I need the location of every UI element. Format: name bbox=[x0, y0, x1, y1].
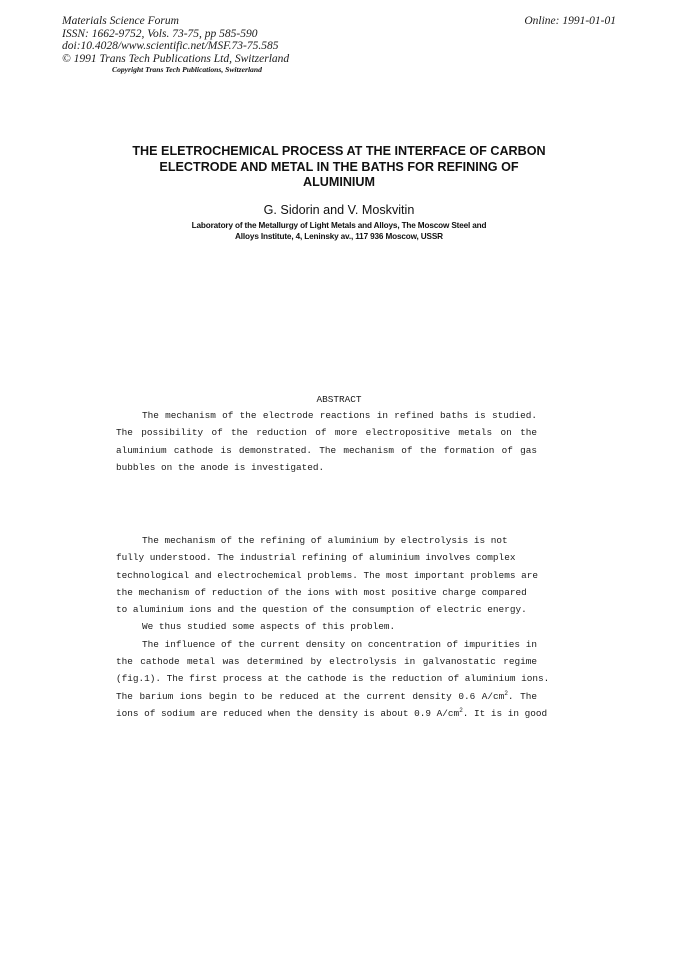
abstract-line: bubbles on the anode is investigated. bbox=[116, 461, 325, 473]
body-line: fully understood. The industrial refining of aluminium involves complex bbox=[116, 552, 516, 564]
abstract-heading: ABSTRACT bbox=[316, 394, 362, 405]
superscript: 2 bbox=[504, 689, 508, 697]
abstract-line: aluminium cathode is demonstrated. The mechanism of the formation of gas bbox=[116, 444, 537, 456]
paper-authors: G. Sidorin and V. Moskvitin bbox=[263, 203, 415, 217]
body-text-span: . It is in good bbox=[462, 707, 548, 719]
author-affiliation bbox=[100, 220, 578, 243]
body-line: technological and electrochemical problems. The most important problems are bbox=[116, 569, 538, 581]
body-text-span: . The bbox=[507, 690, 537, 702]
body-line: (fig.1). The first process at the cathode is the reduction of aluminium ions. bbox=[116, 673, 550, 685]
body-line: We thus studied some aspects of this problem. bbox=[142, 621, 396, 633]
copyright-line: © 1991 Trans Tech Publications Ltd, Switzerland bbox=[62, 52, 290, 65]
copyright-stamp: Copyright Trans Tech Publications, Switzerland bbox=[112, 65, 262, 74]
doi-line: doi:10.4028/www.scientific.net/MSF.73-75.585 bbox=[62, 40, 279, 53]
journal-name: Materials Science Forum bbox=[62, 15, 179, 27]
online-date: Online: 1991-01-01 bbox=[524, 15, 616, 27]
body-line-sodium bbox=[116, 705, 548, 722]
title-line: ELECTRODE AND METAL IN THE BATHS FOR REFINING OF bbox=[159, 159, 519, 174]
superscript: 2 bbox=[459, 706, 463, 714]
journal-info bbox=[62, 15, 289, 65]
body-line-barium bbox=[116, 688, 537, 705]
affiliation-line: Alloys Institute, 4, Leninsky av., 117 936 Moscow, USSR bbox=[235, 232, 443, 242]
affiliation-line: Laboratory of the Metallurgy of Light Metals and Alloys, The Moscow Steel and bbox=[191, 221, 487, 230]
issn-line: ISSN: 1662-9752, Vols. 73-75, pp 585-590 bbox=[62, 27, 258, 40]
title-line: THE ELETROCHEMICAL PROCESS AT THE INTERFACE OF CARBON bbox=[132, 144, 546, 158]
body-text bbox=[116, 532, 550, 722]
body-line: the mechanism of reduction of the ions with most positive charge compared bbox=[116, 586, 527, 598]
body-line: The influence of the current density on concentration of impurities in bbox=[142, 638, 537, 650]
abstract-paragraph bbox=[116, 407, 537, 476]
body-text-span: ions of sodium are reduced when the density is about 0.9 A/cm bbox=[116, 707, 460, 719]
body-line: The mechanism of the refining of aluminium by electrolysis is not bbox=[142, 535, 508, 546]
abstract-line: The mechanism of the electrode reactions in refined baths is studied. bbox=[142, 410, 537, 421]
body-line: to aluminium ions and the question of the consumption of electric energy. bbox=[116, 604, 527, 616]
abstract-line: The possibility of the reduction of more electropositive metals on the bbox=[116, 427, 537, 439]
title-line: ALUMINIUM bbox=[302, 175, 376, 190]
body-text-span: The barium ions begin to be reduced at the current density 0.6 A/cm bbox=[116, 690, 505, 702]
paper-title bbox=[100, 144, 578, 191]
body-line: the cathode metal was determined by electrolysis in galvanostatic regime bbox=[116, 656, 537, 668]
